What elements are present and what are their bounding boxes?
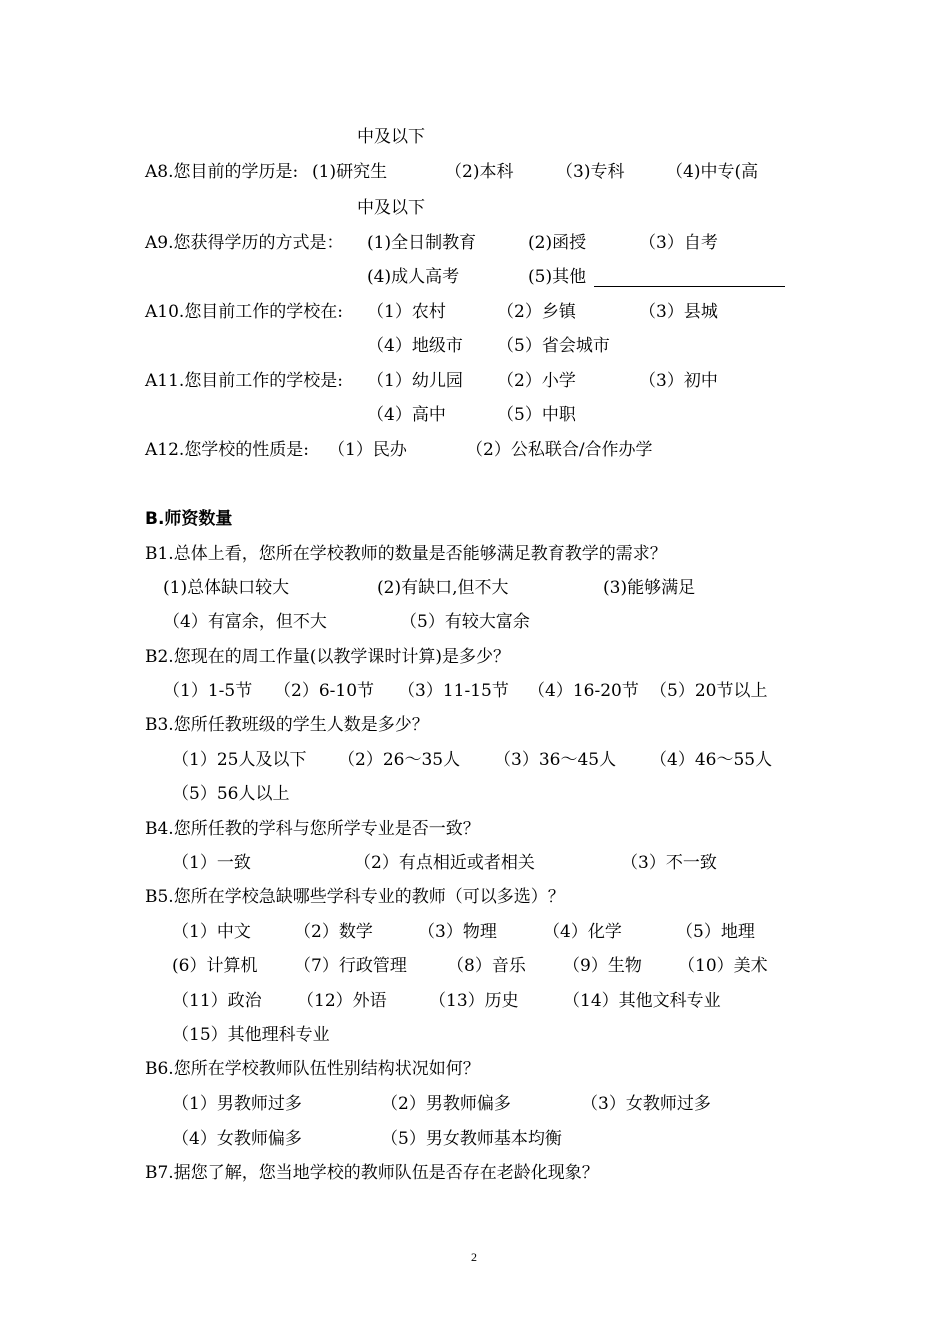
b5-option-14[interactable]: （14）其他文科专业 [563,991,721,1011]
b1-option-1[interactable]: (1)总体缺口较大 [163,578,290,598]
b5-option-6[interactable]: (6）计算机 [172,956,258,976]
b3-option-3[interactable]: （3）36～45人 [494,750,617,770]
b4-option-3[interactable]: （3）不一致 [621,853,717,873]
a9-option-5[interactable]: (5)其他 [528,267,587,287]
a10-question: A10.您目前工作的学校在: [145,302,344,322]
a8-question: A8.您目前的学历是: [145,162,299,182]
b5-option-2[interactable]: （2）数学 [294,922,373,942]
b1-option-5[interactable]: （5）有较大富余 [400,612,530,632]
a11-question: A11.您目前工作的学校是: [145,371,344,391]
b6-option-4[interactable]: （4）女教师偏多 [172,1129,302,1149]
a10-option-4[interactable]: （4）地级市 [367,336,463,356]
b2-option-1[interactable]: （1）1-5节 [163,681,253,701]
a12-question: A12.您学校的性质是: [145,440,310,460]
b4-option-2[interactable]: （2）有点相近或者相关 [354,853,535,873]
b5-option-7[interactable]: （7）行政管理 [294,956,407,976]
a11-option-1[interactable]: （1）幼儿园 [367,371,463,391]
b2-option-3[interactable]: （3）11-15节 [398,681,509,701]
b6-option-1[interactable]: （1）男教师过多 [172,1094,302,1114]
b2-option-2[interactable]: （2）6-10节 [274,681,375,701]
a9-option-4[interactable]: (4)成人高考 [367,267,460,287]
a9-other-blank[interactable] [594,286,785,287]
a12-option-1[interactable]: （1）民办 [328,440,407,460]
a11-option-3[interactable]: （3）初中 [639,371,718,391]
b1-option-4[interactable]: （4）有富余，但不大 [163,612,327,632]
b5-option-10[interactable]: （10）美术 [678,956,768,976]
a11-option-4[interactable]: （4）高中 [367,405,446,425]
a10-option-3[interactable]: （3）县城 [639,302,718,322]
b5-option-1[interactable]: （1）中文 [172,922,251,942]
b2-question: B2.您现在的周工作量(以教学课时计算)是多少？ [145,647,510,667]
a9-option-1[interactable]: (1)全日制教育 [367,233,477,253]
b5-option-8[interactable]: （8）音乐 [447,956,526,976]
a9-option-3[interactable]: （3）自考 [639,233,718,253]
page-number: 2 [471,1250,477,1264]
b5-option-9[interactable]: （9）生物 [563,956,642,976]
a8-option-1[interactable]: (1)研究生 [312,162,388,182]
b5-option-4[interactable]: （4）化学 [543,922,622,942]
a10-option-2[interactable]: （2）乡镇 [497,302,576,322]
b1-question: B1.总体上看，您所在学校教师的数量是否能够满足教育教学的需求？ [145,544,667,564]
a9-question: A9.您获得学历的方式是： [145,233,344,253]
section-b-heading: B.师资数量 [145,509,233,529]
b7-question: B7.据您了解，您当地学校的教师队伍是否存在老龄化现象？ [145,1163,599,1183]
b3-question: B3.您所任教班级的学生人数是多少？ [145,715,429,735]
b2-option-5[interactable]: （5）20节以上 [650,681,768,701]
b6-option-3[interactable]: （3）女教师过多 [581,1094,711,1114]
b5-option-12[interactable]: （12）外语 [297,991,387,1011]
b5-option-11[interactable]: （11）政治 [172,991,262,1011]
b3-option-4[interactable]: （4）46～55人 [650,750,773,770]
a8-continuation: 中及以下 [357,198,425,218]
b5-option-13[interactable]: （13）历史 [429,991,519,1011]
b3-option-1[interactable]: （1）25人及以下 [172,750,307,770]
a10-option-5[interactable]: （5）省会城市 [497,336,610,356]
b1-option-3[interactable]: (3)能够满足 [603,578,696,598]
a8-option-2[interactable]: （2)本科 [445,162,514,182]
b4-question: B4.您所任教的学科与您所学专业是否一致？ [145,819,480,839]
b6-option-5[interactable]: （5）男女教师基本均衡 [381,1129,562,1149]
b5-question: B5.您所在学校急缺哪些学科专业的教师（可以多选）？ [145,887,565,907]
b6-option-2[interactable]: （2）男教师偏多 [381,1094,511,1114]
a8-option-3[interactable]: （3)专科 [556,162,625,182]
a7-continuation: 中及以下 [357,127,425,147]
b3-option-5[interactable]: （5）56人以上 [172,784,290,804]
a8-option-4[interactable]: （4)中专(高 [666,162,759,182]
b6-question: B6.您所在学校教师队伍性别结构状况如何？ [145,1059,480,1079]
a9-option-2[interactable]: (2)函授 [528,233,587,253]
a10-option-1[interactable]: （1）农村 [367,302,446,322]
a12-option-2[interactable]: （2）公私联合/合作办学 [466,440,653,460]
b5-option-3[interactable]: （3）物理 [418,922,497,942]
b5-option-5[interactable]: （5）地理 [676,922,755,942]
a11-option-5[interactable]: （5）中职 [497,405,576,425]
b5-option-15[interactable]: （15）其他理科专业 [172,1025,330,1045]
b4-option-1[interactable]: （1）一致 [172,853,251,873]
b3-option-2[interactable]: （2）26～35人 [338,750,461,770]
b1-option-2[interactable]: (2)有缺口,但不大 [377,578,509,598]
b2-option-4[interactable]: （4）16-20节 [528,681,639,701]
a11-option-2[interactable]: （2）小学 [497,371,576,391]
